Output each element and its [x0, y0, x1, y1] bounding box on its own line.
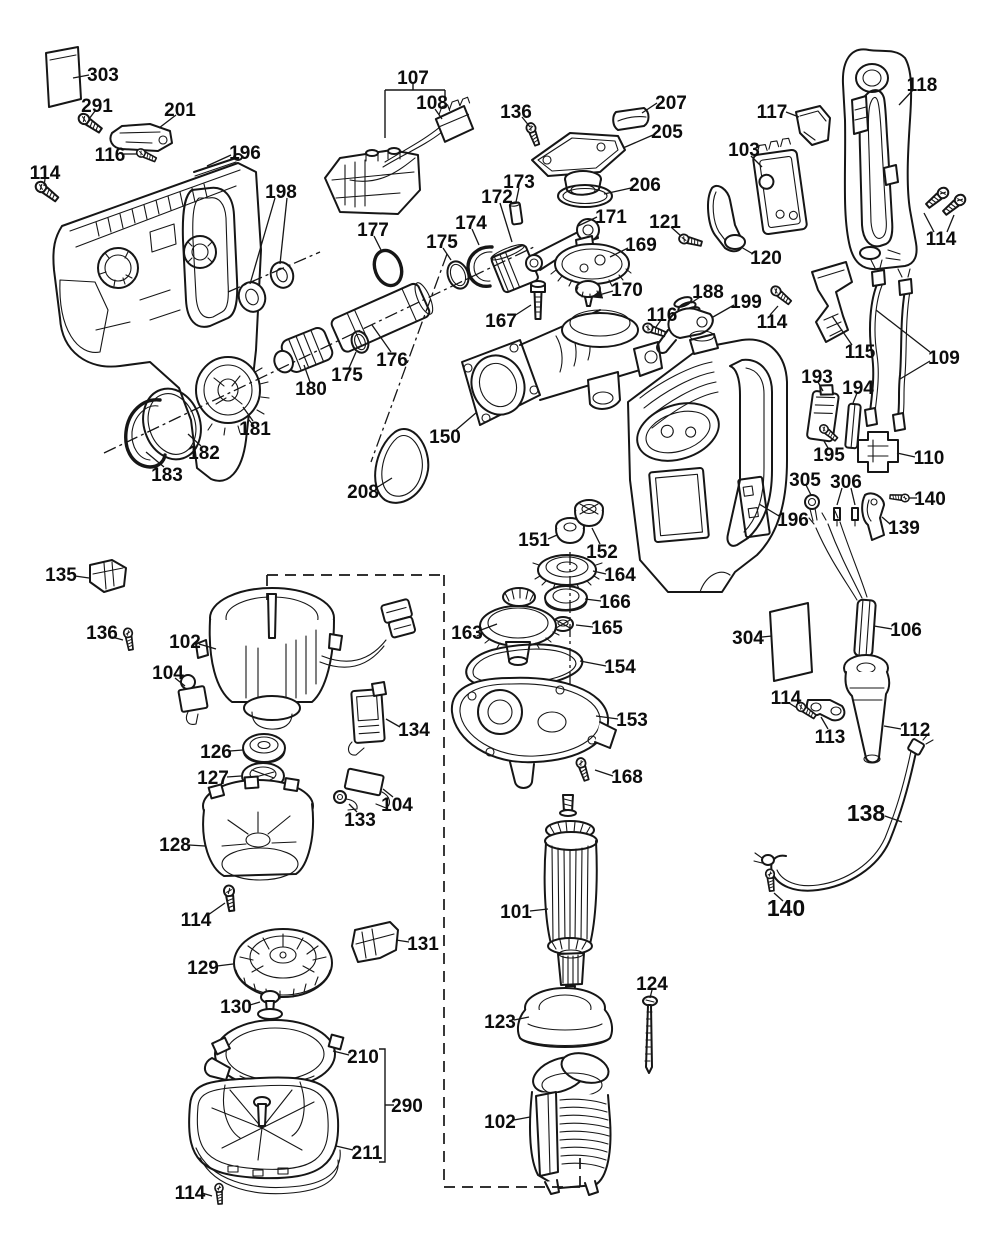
part-label-174: 174 — [455, 213, 487, 234]
part-label-181: 181 — [239, 419, 271, 440]
part-label-210: 210 — [347, 1047, 379, 1068]
part-label-106: 106 — [890, 620, 922, 641]
part-label-138: 138 — [846, 800, 886, 826]
clip-131-drawing — [352, 922, 398, 962]
part-label-164: 164 — [604, 565, 636, 586]
part-label-120: 120 — [750, 248, 782, 269]
part-label-102: 102 — [484, 1112, 516, 1133]
part-label-104: 104 — [381, 795, 413, 816]
part-label-180: 180 — [295, 379, 327, 400]
part-label-150: 150 — [429, 427, 461, 448]
screw-167-drawing — [531, 281, 545, 319]
part-label-123: 123 — [484, 1012, 516, 1033]
part-label-101: 101 — [500, 902, 532, 923]
part-label-167: 167 — [485, 311, 517, 332]
leader-line — [336, 1146, 353, 1150]
leader-line — [900, 361, 930, 379]
oring-177-drawing — [370, 247, 407, 290]
pad-207-drawing — [613, 108, 648, 130]
clip-135-drawing — [90, 560, 126, 592]
part-label-169: 169 — [625, 235, 657, 256]
part-label-176: 176 — [376, 350, 408, 371]
part-label-201: 201 — [164, 100, 196, 121]
leader-line — [189, 845, 205, 846]
cord-sleeve-106-drawing — [854, 599, 876, 656]
sheet-304-drawing — [770, 603, 812, 681]
part-label-206: 206 — [629, 175, 661, 196]
part-label-195: 195 — [813, 445, 845, 466]
part-label-172: 172 — [481, 187, 513, 208]
clip-117-drawing — [796, 106, 830, 145]
part-label-188: 188 — [692, 282, 724, 303]
part-label-133: 133 — [344, 810, 376, 831]
part-label-102: 102 — [169, 632, 201, 653]
bearing-126-drawing — [243, 734, 285, 763]
cross-block-110-drawing — [858, 432, 898, 472]
jumper-cable-138-drawing — [754, 733, 933, 891]
part-label-165: 165 — [591, 618, 623, 639]
part-label-114: 114 — [29, 163, 61, 184]
bearing-152-drawing — [575, 500, 603, 526]
lever-115-drawing — [812, 262, 852, 342]
leader-line — [227, 776, 241, 777]
side-handle-118-drawing — [843, 49, 917, 269]
part-label-126: 126 — [200, 742, 232, 763]
armature-101-drawing — [545, 795, 597, 1005]
part-label-211: 211 — [351, 1143, 383, 1164]
part-label-291: 291 — [81, 96, 113, 117]
part-label-152: 152 — [586, 542, 618, 563]
part-label-170: 170 — [611, 280, 643, 301]
part-label-136: 136 — [86, 623, 118, 644]
part-label-114: 114 — [174, 1183, 206, 1204]
part-label-128: 128 — [159, 835, 191, 856]
cord-wires-drawing — [809, 511, 867, 600]
brush-assembly-134-drawing — [349, 682, 386, 755]
part-label-134: 134 — [398, 720, 430, 741]
ring-166-drawing — [545, 586, 587, 611]
part-label-113: 113 — [814, 727, 846, 748]
part-label-114: 114 — [180, 910, 212, 931]
part-label-104: 104 — [152, 663, 184, 684]
part-label-116: 116 — [646, 305, 678, 326]
part-label-121: 121 — [649, 212, 681, 233]
part-label-196: 196 — [229, 143, 261, 164]
part-label-109: 109 — [928, 348, 960, 369]
part-label-196: 196 — [777, 510, 809, 531]
part-label-163: 163 — [451, 623, 483, 644]
part-label-124: 124 — [636, 974, 668, 995]
end-plate-211-drawing — [189, 1077, 340, 1193]
part-label-139: 139 — [888, 518, 920, 539]
part-139-drawing — [862, 493, 884, 540]
leader-line — [897, 453, 915, 457]
end-cap-128-drawing — [203, 777, 313, 880]
part-label-135: 135 — [45, 565, 77, 586]
part-label-129: 129 — [187, 958, 219, 979]
long-screw-124-drawing — [643, 997, 657, 1074]
fan-baffle-123-drawing — [518, 988, 612, 1047]
motor-housing-102-drawing — [196, 588, 417, 729]
part-label-305: 305 — [789, 470, 821, 491]
part-label-151: 151 — [518, 530, 550, 551]
part-label-194: 194 — [842, 378, 874, 399]
part-label-168: 168 — [611, 767, 643, 788]
part-label-182: 182 — [188, 443, 220, 464]
leader-line — [623, 135, 653, 148]
part-label-136: 136 — [500, 102, 532, 123]
part-label-304: 304 — [732, 628, 764, 649]
leader-line — [280, 198, 287, 264]
switch-assembly-107-drawing — [325, 97, 475, 214]
part-label-193: 193 — [801, 367, 833, 388]
part-label-198: 198 — [265, 182, 297, 203]
stud-130-drawing — [258, 991, 282, 1019]
c-ring-174-drawing — [468, 247, 492, 286]
part-label-116: 116 — [94, 145, 126, 166]
leader-line — [580, 661, 606, 666]
part-label-207: 207 — [655, 93, 687, 114]
wire-clip-120-drawing — [708, 186, 745, 251]
leader-line — [75, 576, 89, 578]
cylinder-176-drawing — [330, 280, 437, 354]
part-label-115: 115 — [844, 342, 876, 363]
gasket-208-drawing — [375, 429, 428, 503]
part-label-290: 290 — [391, 1096, 423, 1117]
part-label-110: 110 — [913, 448, 945, 469]
part-label-175: 175 — [331, 365, 363, 386]
part-label-112: 112 — [899, 720, 931, 741]
leader-line — [514, 1117, 530, 1120]
part-label-117: 117 — [756, 102, 788, 123]
leader-line — [217, 964, 233, 966]
part-label-154: 154 — [604, 657, 636, 678]
part-label-208: 208 — [347, 482, 379, 503]
part-label-140: 140 — [914, 489, 946, 510]
part-label-171: 171 — [595, 207, 627, 228]
leader-line — [884, 726, 901, 729]
part-label-107: 107 — [397, 68, 429, 89]
part-label-173: 173 — [503, 172, 535, 193]
part-label-205: 205 — [651, 122, 683, 143]
field-102-drawing — [528, 1048, 612, 1195]
part-label-175: 175 — [426, 232, 458, 253]
part-label-118: 118 — [906, 75, 938, 96]
oring-206-drawing — [558, 185, 612, 207]
part-label-199: 199 — [730, 292, 762, 313]
part-label-303: 303 — [87, 65, 119, 86]
cord-guard-112-drawing — [844, 655, 889, 763]
part-label-153: 153 — [616, 710, 648, 731]
striker-180-drawing — [268, 326, 335, 379]
part-label-108: 108 — [416, 93, 448, 114]
part-label-306: 306 — [830, 472, 862, 493]
gear-case-cover-153-drawing — [452, 678, 616, 788]
part-label-130: 130 — [220, 997, 252, 1018]
part-label-166: 166 — [599, 592, 631, 613]
part-label-127: 127 — [197, 768, 229, 789]
part-label-103: 103 — [728, 140, 760, 161]
part-label-114: 114 — [925, 229, 957, 250]
part-label-177: 177 — [357, 220, 389, 241]
part-label-140: 140 — [766, 895, 806, 921]
part-label-131: 131 — [407, 934, 439, 955]
part-label-114: 114 — [770, 688, 802, 709]
part-label-114: 114 — [756, 312, 788, 333]
fan-129-drawing — [234, 929, 332, 999]
housing-left-half-drawing — [53, 154, 261, 481]
part-label-183: 183 — [151, 465, 183, 486]
lever-133-drawing — [334, 791, 357, 810]
leader-line — [230, 750, 243, 751]
